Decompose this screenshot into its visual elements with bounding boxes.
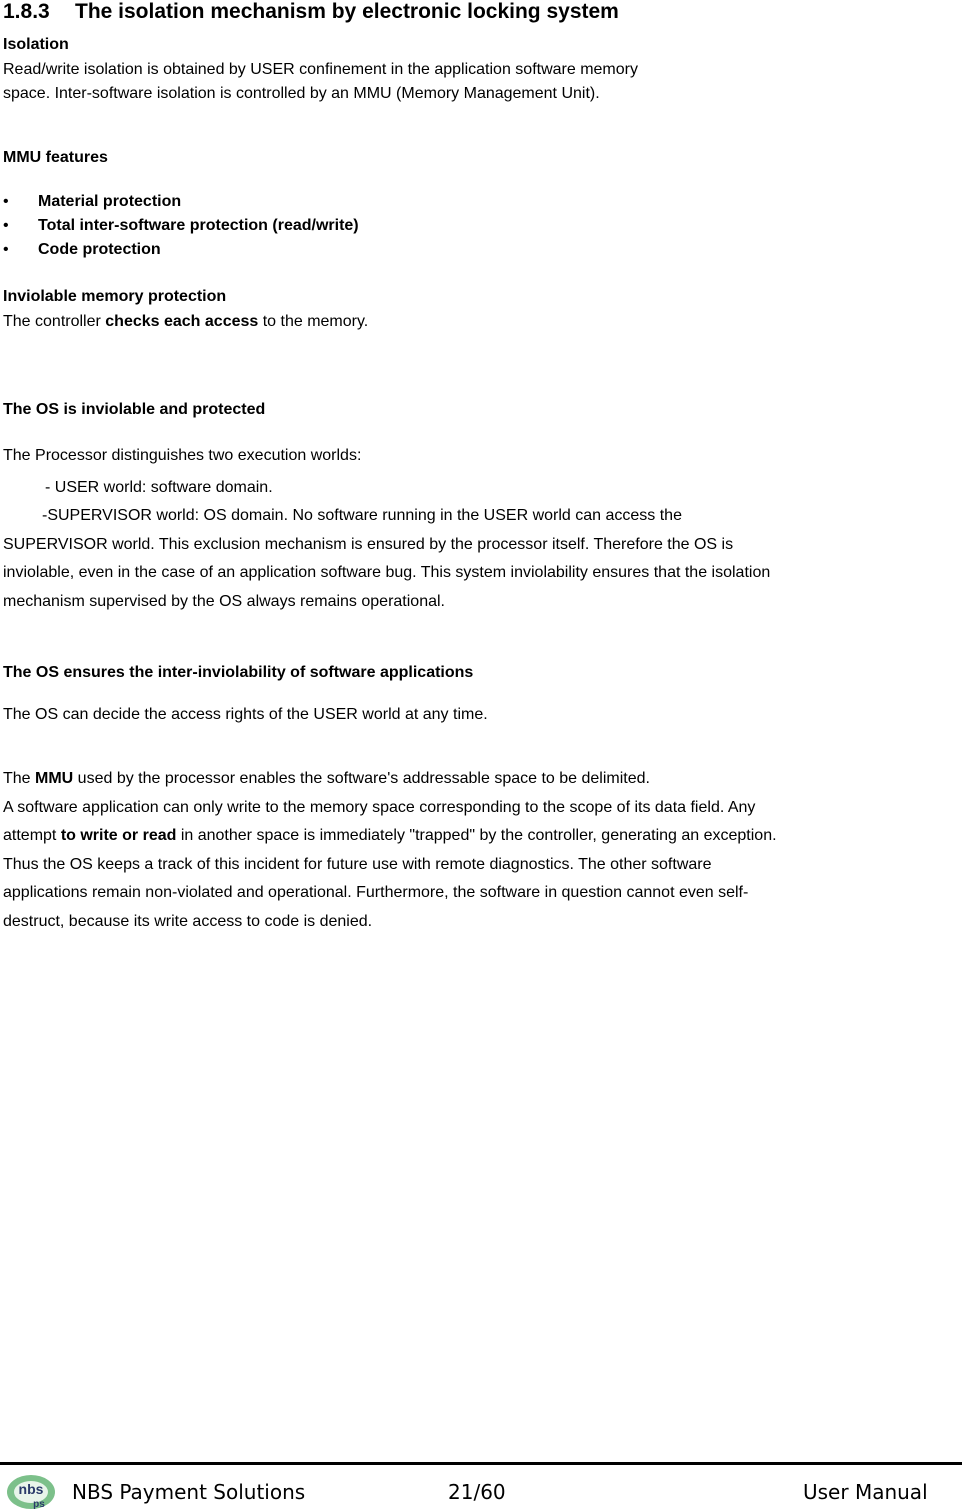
- mmu-line: The MMU used by the processor enables the software's addressable space to be delimited.: [3, 770, 650, 787]
- footer-divider: [0, 1462, 962, 1465]
- inter-line-3: destruct, because its write access to code is denied.: [3, 913, 373, 930]
- inter-inviolability-title: The OS ensures the inter-inviolability of software applications: [3, 664, 474, 681]
- inviolable-line: The controller checks each access to the memory.: [3, 313, 369, 330]
- isolation-title: Isolation: [3, 36, 69, 53]
- os-protected-line-2: inviolable, even in the case of an application software bug. This system inviolability ensures that the isolation: [3, 564, 771, 581]
- section-number: 1.8.3: [3, 0, 50, 23]
- access-rights-line: The OS can decide the access rights of the USER world at any time.: [3, 706, 488, 723]
- software-application-line: A software application can only write to the memory space corresponding to the scope of its data field. Any: [3, 799, 756, 816]
- section-title: The isolation mechanism by electronic locking system: [75, 0, 619, 23]
- os-protected-line-1: SUPERVISOR world. This exclusion mechanism is ensured by the processor itself. Therefore the OS is: [3, 536, 734, 553]
- mmu-features-list: [3, 193, 359, 265]
- footer-company: NBS Payment Solutions: [72, 1480, 306, 1504]
- user-world-line: - USER world: software domain.: [45, 479, 273, 496]
- list-item: • Code protection: [3, 241, 359, 265]
- isolation-line-1: Read/write isolation is obtained by USER confinement in the application software memory: [3, 61, 638, 78]
- footer-doc-type: User Manual: [803, 1480, 928, 1504]
- list-item: • Material protection: [3, 193, 359, 217]
- os-protected-line-3: mechanism supervised by the OS always remains operational.: [3, 593, 445, 610]
- supervisor-world-line: -SUPERVISOR world: OS domain. No software running in the USER world can access the: [42, 507, 682, 524]
- nbs-logo: [4, 1472, 56, 1510]
- section-heading: [3, 0, 619, 24]
- list-item: • Total inter-software protection (read/write): [3, 217, 359, 241]
- os-protected-intro: The Processor distinguishes two execution worlds:: [3, 447, 362, 464]
- inter-line-1: Thus the OS keeps a track of this incident for future use with remote diagnostics. The other software: [3, 856, 712, 873]
- mmu-features-title: MMU features: [3, 149, 108, 166]
- attempt-line: attempt to write or read in another space is immediately "trapped" by the controller, generating an exception.: [3, 827, 777, 844]
- isolation-line-2: space. Inter-software isolation is controlled by an MMU (Memory Management Unit).: [3, 85, 600, 102]
- svg-text:nbs: nbs: [18, 1481, 44, 1497]
- svg-text:ps: ps: [33, 1499, 45, 1510]
- footer-page-number: 21/60: [448, 1480, 506, 1504]
- inviolable-title: Inviolable memory protection: [3, 288, 227, 305]
- inter-line-2: applications remain non-violated and operational. Furthermore, the software in question cannot even self-: [3, 884, 749, 901]
- os-protected-title: The OS is inviolable and protected: [3, 401, 266, 418]
